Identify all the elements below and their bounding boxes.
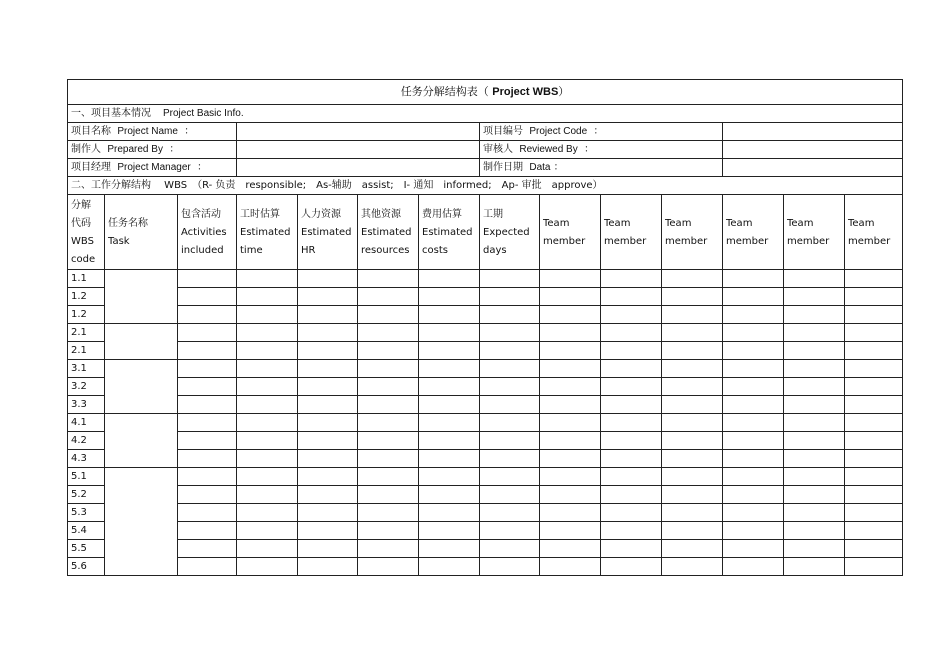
- table-cell[interactable]: [601, 306, 662, 324]
- table-cell[interactable]: [480, 396, 540, 414]
- table-cell[interactable]: [845, 522, 903, 540]
- wbs-code-cell: 3.1: [68, 360, 105, 378]
- table-row: [68, 468, 903, 486]
- table-cell[interactable]: [601, 360, 662, 378]
- table-cell[interactable]: [723, 432, 784, 450]
- table-cell[interactable]: [298, 378, 358, 396]
- project-manager-field[interactable]: [237, 159, 480, 177]
- table-cell[interactable]: [540, 270, 601, 288]
- wbs-code-cell: 5.2: [68, 486, 105, 504]
- table-cell[interactable]: [601, 342, 662, 360]
- table-cell[interactable]: [540, 504, 601, 522]
- table-cell[interactable]: [237, 342, 298, 360]
- table-cell[interactable]: [237, 486, 298, 504]
- table-cell[interactable]: [784, 288, 845, 306]
- prepared-by-field[interactable]: [237, 141, 480, 159]
- wbs-code-cell: 2.1: [68, 324, 105, 342]
- table-cell[interactable]: [298, 450, 358, 468]
- table-cell[interactable]: [845, 306, 903, 324]
- table-cell[interactable]: [419, 306, 480, 324]
- table-cell[interactable]: [723, 396, 784, 414]
- table-cell[interactable]: [480, 540, 540, 558]
- table-cell[interactable]: [358, 414, 419, 432]
- table-cell[interactable]: [358, 342, 419, 360]
- wbs-code-cell: 4.2: [68, 432, 105, 450]
- table-cell[interactable]: [845, 324, 903, 342]
- table-cell[interactable]: [480, 468, 540, 486]
- table-cell[interactable]: [784, 324, 845, 342]
- table-cell[interactable]: [601, 486, 662, 504]
- table-row: [68, 396, 903, 414]
- table-cell[interactable]: [540, 378, 601, 396]
- wbs-code-cell: 5.3: [68, 504, 105, 522]
- info-row-2: [68, 141, 903, 159]
- table-cell[interactable]: [237, 468, 298, 486]
- table-cell[interactable]: [178, 324, 237, 342]
- table-cell[interactable]: [723, 504, 784, 522]
- table-cell[interactable]: [480, 342, 540, 360]
- table-cell[interactable]: [419, 414, 480, 432]
- wbs-code-cell: 3.2: [68, 378, 105, 396]
- table-cell[interactable]: [540, 288, 601, 306]
- table-cell[interactable]: [419, 432, 480, 450]
- table-cell[interactable]: [298, 288, 358, 306]
- table-cell[interactable]: [662, 432, 723, 450]
- wbs-code-cell: 1.1: [68, 270, 105, 288]
- table-cell[interactable]: [298, 414, 358, 432]
- table-cell[interactable]: [237, 360, 298, 378]
- table-cell[interactable]: [419, 360, 480, 378]
- header-team-member-5: Team member: [784, 195, 845, 270]
- table-cell[interactable]: [237, 432, 298, 450]
- info-row-3: [68, 159, 903, 177]
- table-cell[interactable]: [540, 540, 601, 558]
- table-cell[interactable]: [419, 522, 480, 540]
- table-cell[interactable]: [419, 342, 480, 360]
- table-cell[interactable]: [845, 342, 903, 360]
- table-row: [68, 414, 903, 432]
- table-cell[interactable]: [298, 468, 358, 486]
- table-cell[interactable]: [723, 360, 784, 378]
- table-cell[interactable]: [358, 378, 419, 396]
- table-cell[interactable]: [601, 468, 662, 486]
- wbs-code-cell: 5.4: [68, 522, 105, 540]
- table-cell[interactable]: [237, 450, 298, 468]
- table-cell[interactable]: [723, 540, 784, 558]
- header-estimated-costs: 费用估算 Estimated costs: [419, 195, 480, 270]
- table-cell[interactable]: [358, 270, 419, 288]
- table-cell[interactable]: [845, 396, 903, 414]
- table-cell[interactable]: [237, 522, 298, 540]
- header-team-member-1: Team member: [540, 195, 601, 270]
- table-cell[interactable]: [237, 558, 298, 576]
- table-cell[interactable]: [419, 504, 480, 522]
- table-cell[interactable]: [601, 432, 662, 450]
- table-cell[interactable]: [601, 396, 662, 414]
- header-task: 任务名称 Task: [105, 195, 178, 270]
- table-cell[interactable]: [662, 342, 723, 360]
- reviewed-by-label: 审核人 Reviewed By ：: [480, 141, 723, 159]
- table-cell[interactable]: [178, 288, 237, 306]
- table-row: [68, 450, 903, 468]
- table-cell[interactable]: [784, 486, 845, 504]
- table-cell[interactable]: [178, 522, 237, 540]
- table-cell[interactable]: [358, 486, 419, 504]
- table-cell[interactable]: [601, 414, 662, 432]
- table-cell[interactable]: [480, 288, 540, 306]
- table-cell[interactable]: [178, 360, 237, 378]
- table-cell[interactable]: [358, 396, 419, 414]
- table-cell[interactable]: [298, 540, 358, 558]
- table-cell[interactable]: [662, 486, 723, 504]
- table-cell[interactable]: [178, 486, 237, 504]
- table-cell[interactable]: [845, 414, 903, 432]
- table-cell[interactable]: [723, 288, 784, 306]
- table-cell[interactable]: [237, 540, 298, 558]
- table-cell[interactable]: [784, 450, 845, 468]
- table-cell[interactable]: [784, 540, 845, 558]
- header-team-member-2: Team member: [601, 195, 662, 270]
- table-cell[interactable]: [662, 396, 723, 414]
- table-cell[interactable]: [784, 342, 845, 360]
- table-cell[interactable]: [358, 540, 419, 558]
- table-cell[interactable]: [540, 522, 601, 540]
- table-cell[interactable]: [601, 450, 662, 468]
- table-cell[interactable]: [358, 324, 419, 342]
- header-team-member-3: Team member: [662, 195, 723, 270]
- table-cell[interactable]: [419, 270, 480, 288]
- table-cell[interactable]: [845, 288, 903, 306]
- table-cell[interactable]: [358, 360, 419, 378]
- table-cell[interactable]: [480, 522, 540, 540]
- wbs-code-cell: 5.6: [68, 558, 105, 576]
- info-row-1: [68, 123, 903, 141]
- wbs-code-cell: 1.2: [68, 306, 105, 324]
- project-name-field[interactable]: [237, 123, 480, 141]
- table-cell[interactable]: [845, 558, 903, 576]
- table-cell[interactable]: [845, 270, 903, 288]
- table-cell[interactable]: [662, 324, 723, 342]
- table-cell[interactable]: [723, 558, 784, 576]
- table-cell[interactable]: [419, 558, 480, 576]
- table-cell[interactable]: [601, 504, 662, 522]
- wbs-code-cell: 5.5: [68, 540, 105, 558]
- table-cell[interactable]: [601, 270, 662, 288]
- section-wbs: [68, 177, 903, 195]
- table-cell[interactable]: [601, 558, 662, 576]
- table-row: [68, 378, 903, 396]
- table-cell[interactable]: [419, 288, 480, 306]
- wbs-code-cell: 1.2: [68, 288, 105, 306]
- table-row: [68, 360, 903, 378]
- table-cell[interactable]: [298, 522, 358, 540]
- table-cell[interactable]: [178, 414, 237, 432]
- table-cell[interactable]: [723, 414, 784, 432]
- table-row: [68, 270, 903, 288]
- header-activities: 包含活动 Activities included: [178, 195, 237, 270]
- table-row: [68, 486, 903, 504]
- table-cell[interactable]: [845, 450, 903, 468]
- table-cell[interactable]: [784, 270, 845, 288]
- table-cell[interactable]: [178, 450, 237, 468]
- table-cell[interactable]: [358, 306, 419, 324]
- table-cell[interactable]: [178, 378, 237, 396]
- table-cell[interactable]: [662, 504, 723, 522]
- table-cell[interactable]: [480, 360, 540, 378]
- table-cell[interactable]: [723, 486, 784, 504]
- table-cell[interactable]: [784, 396, 845, 414]
- task-cell-group-4[interactable]: [105, 414, 178, 468]
- table-cell[interactable]: [419, 450, 480, 468]
- table-cell[interactable]: [601, 522, 662, 540]
- table-cell[interactable]: [298, 342, 358, 360]
- table-cell[interactable]: [298, 396, 358, 414]
- table-cell[interactable]: [723, 450, 784, 468]
- table-cell[interactable]: [845, 504, 903, 522]
- table-cell[interactable]: [298, 558, 358, 576]
- header-wbs-code: 分解 代码 WBS code: [68, 195, 105, 270]
- table-cell[interactable]: [784, 378, 845, 396]
- project-manager-label: 项目经理 Project Manager ：: [68, 159, 237, 177]
- table-cell[interactable]: [601, 324, 662, 342]
- table-cell[interactable]: [480, 414, 540, 432]
- header-estimated-time: 工时估算 Estimated time: [237, 195, 298, 270]
- table-cell[interactable]: [237, 396, 298, 414]
- table-row: [68, 432, 903, 450]
- table-cell[interactable]: [178, 504, 237, 522]
- table-cell[interactable]: [178, 396, 237, 414]
- table-cell[interactable]: [723, 270, 784, 288]
- table-row: [68, 306, 903, 324]
- table-row: [68, 540, 903, 558]
- table-cell[interactable]: [845, 378, 903, 396]
- project-name-label: 项目名称 Project Name ：: [68, 123, 237, 141]
- table-cell[interactable]: [178, 558, 237, 576]
- table-cell[interactable]: [601, 378, 662, 396]
- table-cell[interactable]: [480, 378, 540, 396]
- table-cell[interactable]: [237, 306, 298, 324]
- project-code-label: 项目编号 Project Code ：: [480, 123, 723, 141]
- table-cell[interactable]: [845, 540, 903, 558]
- table-cell[interactable]: [540, 360, 601, 378]
- table-cell[interactable]: [662, 558, 723, 576]
- table-cell[interactable]: [419, 540, 480, 558]
- date-label: 制作日期 Data ：: [480, 159, 723, 177]
- table-cell[interactable]: [237, 378, 298, 396]
- header-expected-days: 工期 Expected days: [480, 195, 540, 270]
- table-cell[interactable]: [298, 306, 358, 324]
- table-cell[interactable]: [358, 558, 419, 576]
- table-cell[interactable]: [784, 432, 845, 450]
- table-cell[interactable]: [419, 468, 480, 486]
- header-estimated-resources: 其他资源 Estimated resources: [358, 195, 419, 270]
- table-cell[interactable]: [845, 360, 903, 378]
- date-field[interactable]: [723, 159, 903, 177]
- table-cell[interactable]: [662, 522, 723, 540]
- table-cell[interactable]: [723, 522, 784, 540]
- table-cell[interactable]: [480, 432, 540, 450]
- table-cell[interactable]: [178, 270, 237, 288]
- header-team-member-4: Team member: [723, 195, 784, 270]
- table-cell[interactable]: [845, 486, 903, 504]
- table-cell[interactable]: [480, 324, 540, 342]
- table-cell[interactable]: [540, 558, 601, 576]
- table-cell[interactable]: [358, 288, 419, 306]
- table-cell[interactable]: [662, 540, 723, 558]
- wbs-legend: 二、工作分解结构 WBS （R- 负责 responsible; As-辅助 assist; I- 通知 informed; Ap- 审批 approve）: [68, 177, 903, 195]
- table-cell[interactable]: [540, 324, 601, 342]
- table-cell[interactable]: [784, 306, 845, 324]
- table-cell[interactable]: [540, 414, 601, 432]
- table-cell[interactable]: [540, 450, 601, 468]
- table-row: [68, 522, 903, 540]
- table-cell[interactable]: [784, 360, 845, 378]
- document-title: 任务分解结构表（ Project WBS）: [68, 80, 903, 105]
- reviewed-by-field[interactable]: [723, 141, 903, 159]
- table-cell[interactable]: [358, 504, 419, 522]
- wbs-code-cell: 2.1: [68, 342, 105, 360]
- table-cell[interactable]: [237, 414, 298, 432]
- table-cell[interactable]: [358, 450, 419, 468]
- table-cell[interactable]: [662, 360, 723, 378]
- table-row: [68, 288, 903, 306]
- table-cell[interactable]: [298, 504, 358, 522]
- table-cell[interactable]: [784, 504, 845, 522]
- table-cell[interactable]: [723, 378, 784, 396]
- wbs-code-cell: 4.1: [68, 414, 105, 432]
- table-cell[interactable]: [298, 324, 358, 342]
- table-cell[interactable]: [358, 432, 419, 450]
- table-cell[interactable]: [178, 432, 237, 450]
- table-cell[interactable]: [601, 540, 662, 558]
- table-cell[interactable]: [358, 522, 419, 540]
- table-cell[interactable]: [178, 342, 237, 360]
- table-cell[interactable]: [845, 432, 903, 450]
- table-cell[interactable]: [784, 414, 845, 432]
- table-cell[interactable]: [540, 342, 601, 360]
- task-cell-group-5[interactable]: [105, 468, 178, 576]
- table-cell[interactable]: [784, 522, 845, 540]
- table-cell[interactable]: [723, 306, 784, 324]
- header-team-member-6: Team member: [845, 195, 903, 270]
- table-cell[interactable]: [723, 468, 784, 486]
- table-cell[interactable]: [178, 306, 237, 324]
- table-cell[interactable]: [601, 288, 662, 306]
- table-cell[interactable]: [178, 468, 237, 486]
- section-basic-info: 一、项目基本情况 Project Basic Info.: [68, 105, 903, 123]
- table-cell[interactable]: [480, 450, 540, 468]
- wbs-code-cell: 4.3: [68, 450, 105, 468]
- table-row: [68, 558, 903, 576]
- column-header-row: [68, 195, 903, 270]
- table-cell[interactable]: [480, 486, 540, 504]
- table-cell[interactable]: [419, 396, 480, 414]
- table-cell[interactable]: [540, 468, 601, 486]
- table-cell[interactable]: [662, 450, 723, 468]
- table-cell[interactable]: [358, 468, 419, 486]
- table-cell[interactable]: [237, 324, 298, 342]
- table-cell[interactable]: [662, 288, 723, 306]
- table-cell[interactable]: [845, 468, 903, 486]
- table-cell[interactable]: [540, 432, 601, 450]
- table-cell[interactable]: [419, 378, 480, 396]
- table-cell[interactable]: [178, 540, 237, 558]
- table-row: [68, 324, 903, 342]
- table-cell[interactable]: [723, 324, 784, 342]
- table-cell[interactable]: [662, 378, 723, 396]
- table-cell[interactable]: [662, 468, 723, 486]
- table-cell[interactable]: [237, 270, 298, 288]
- table-cell[interactable]: [237, 288, 298, 306]
- task-cell-group-2[interactable]: [105, 324, 178, 360]
- table-cell[interactable]: [540, 396, 601, 414]
- table-cell[interactable]: [298, 432, 358, 450]
- table-cell[interactable]: [784, 468, 845, 486]
- header-estimated-hr: 人力资源 Estimated HR: [298, 195, 358, 270]
- table-cell[interactable]: [662, 306, 723, 324]
- table-cell[interactable]: [298, 270, 358, 288]
- title-row: [68, 80, 903, 105]
- project-code-field[interactable]: [723, 123, 903, 141]
- table-cell[interactable]: [480, 504, 540, 522]
- prepared-by-label: 制作人 Prepared By ：: [68, 141, 237, 159]
- table-cell[interactable]: [237, 504, 298, 522]
- table-cell[interactable]: [784, 558, 845, 576]
- table-cell[interactable]: [723, 342, 784, 360]
- table-cell[interactable]: [480, 558, 540, 576]
- table-row: [68, 342, 903, 360]
- table-cell[interactable]: [419, 324, 480, 342]
- task-cell-group-1[interactable]: [105, 270, 178, 324]
- wbs-code-cell: 3.3: [68, 396, 105, 414]
- title-en: Project WBS: [492, 86, 559, 98]
- table-cell[interactable]: [480, 306, 540, 324]
- task-cell-group-3[interactable]: [105, 360, 178, 414]
- table-cell[interactable]: [540, 486, 601, 504]
- table-cell[interactable]: [298, 486, 358, 504]
- table-cell[interactable]: [540, 306, 601, 324]
- wbs-code-cell: 5.1: [68, 468, 105, 486]
- table-cell[interactable]: [480, 270, 540, 288]
- wbs-sheet: [67, 79, 903, 576]
- table-cell[interactable]: [419, 486, 480, 504]
- table-row: [68, 504, 903, 522]
- table-cell[interactable]: [662, 270, 723, 288]
- table-cell[interactable]: [298, 360, 358, 378]
- table-cell[interactable]: [662, 414, 723, 432]
